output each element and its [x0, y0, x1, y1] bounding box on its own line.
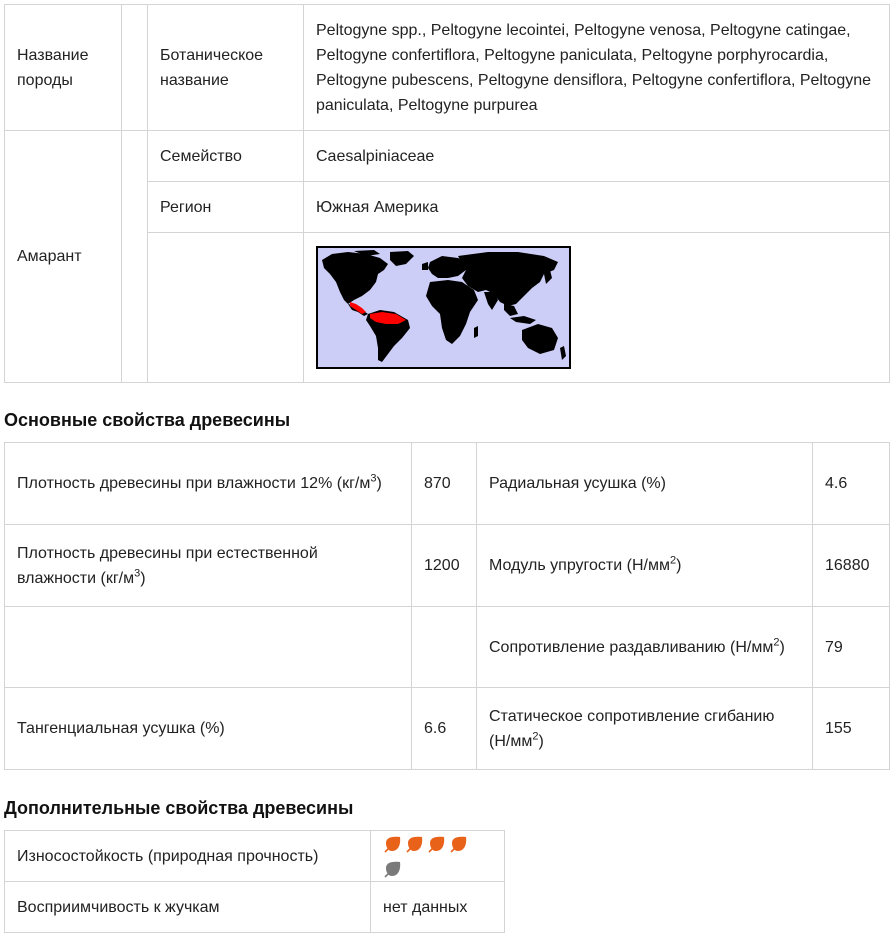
durability-rating-cell — [371, 831, 505, 882]
region-label-cell — [148, 182, 304, 233]
southeast-asia-shape — [504, 304, 518, 316]
tangential-value: 6.6 — [424, 720, 447, 737]
region-value: Южная Америка — [316, 198, 439, 216]
uk-shape — [422, 262, 428, 270]
north-america-shape — [322, 252, 388, 304]
empty-cell — [412, 607, 477, 688]
density-12-value: 870 — [424, 475, 451, 492]
unit-exponent: 2 — [669, 554, 677, 567]
elasticity-value: 16880 — [825, 557, 870, 574]
family-label: Семейство — [160, 147, 242, 165]
crush-value: 79 — [825, 638, 843, 656]
unit-exponent: 2 — [532, 730, 539, 743]
new-zealand-shape — [560, 346, 566, 360]
indonesia-shape — [510, 316, 536, 324]
close-paren: ) — [779, 638, 785, 656]
close-paren: ) — [376, 475, 382, 492]
density-natural-value: 1200 — [424, 557, 460, 574]
main-properties-table — [4, 442, 890, 770]
unit-exponent: 2 — [773, 636, 780, 649]
beetles-value-cell — [371, 882, 505, 933]
empty-cell — [5, 607, 412, 688]
greenland-shape — [390, 251, 414, 266]
bending-value-cell — [813, 688, 890, 770]
radial-value: 4.6 — [825, 475, 848, 492]
extra-properties-heading: Дополнительные свойства древесины — [4, 798, 354, 818]
elasticity-label: Модуль упругости (Н/мм — [489, 557, 670, 574]
leaf-icon-filled — [427, 834, 448, 854]
extra-properties-table — [4, 830, 505, 933]
world-map-image — [318, 248, 569, 367]
madagascar-shape — [474, 326, 478, 338]
crush-label-cell — [477, 607, 813, 688]
botanical-label: Ботаническое название — [160, 46, 264, 89]
density-12-label: Плотность древесины при влажности 12% (кг/м — [17, 475, 371, 492]
bending-label: Статическое сопротивление сгибанию (Н/мм — [489, 707, 775, 750]
region-value-cell — [304, 182, 890, 233]
durability-rating — [383, 835, 471, 877]
common-name: Амарант — [17, 248, 82, 265]
botanical-value-cell — [304, 5, 890, 131]
botanical-value: Peltogyne spp., Peltogyne lecointei, Peltogyne venosa, Peltogyne catingae, Peltogyne confertiflora, Peltogyne paniculata, Peltogyne porphyrocardia, Peltogyne pubescens, Peltogyne densiflora, Peltogyne confertiflora, Peltogyne paniculata, Peltogyne purpurea — [316, 21, 872, 114]
leaf-icon-filled — [383, 834, 404, 854]
crush-label: Сопротивление раздавливанию (Н/мм — [489, 638, 774, 656]
tangential-label: Тангенциальная усушка (%) — [17, 720, 225, 737]
leaf-icon-filled — [405, 834, 426, 854]
spacer-cell — [122, 5, 148, 131]
close-paren: ) — [538, 732, 544, 750]
close-paren: ) — [676, 557, 682, 574]
map-label-cell — [148, 233, 304, 383]
leaf-icon-empty — [383, 859, 404, 879]
bending-label-cell — [477, 688, 813, 770]
density-12-value-cell — [412, 443, 477, 525]
beetles-label-cell — [5, 882, 371, 933]
unit-exponent: 3 — [134, 567, 141, 580]
tangential-label-cell — [5, 688, 412, 770]
radial-value-cell — [813, 443, 890, 525]
common-name-cell — [5, 131, 122, 383]
radial-label-cell — [477, 443, 813, 525]
density-natural-label: Плотность древесины при естественной влажности (кг/м — [17, 544, 318, 587]
name-label-cell — [5, 5, 122, 131]
beetles-label: Восприимчивость к жучкам — [17, 898, 220, 916]
radial-label: Радиальная усушка (%) — [489, 475, 666, 492]
elasticity-label-cell — [477, 525, 813, 607]
density-natural-label-cell — [5, 525, 412, 607]
family-value-cell — [304, 131, 890, 182]
africa-shape — [426, 280, 478, 344]
bending-value: 155 — [825, 720, 852, 737]
spacer-cell — [122, 131, 148, 383]
map-cell — [304, 233, 890, 383]
botanical-label-cell — [148, 5, 304, 131]
leaf-icon-filled — [449, 834, 470, 854]
crush-value-cell — [813, 607, 890, 688]
family-value: Caesalpiniaceae — [316, 147, 435, 165]
beetles-value: нет данных — [383, 898, 468, 916]
world-range-map — [316, 246, 571, 369]
tangential-value-cell — [412, 688, 477, 770]
close-paren: ) — [140, 569, 146, 587]
durability-label-cell — [5, 831, 371, 882]
elasticity-value-cell — [813, 525, 890, 607]
main-properties-heading: Основные свойства древесины — [4, 410, 291, 430]
name-label: Название породы — [17, 46, 89, 89]
unit-exponent: 3 — [370, 472, 377, 485]
family-label-cell — [148, 131, 304, 182]
species-table — [4, 4, 890, 383]
region-label: Регион — [160, 198, 212, 216]
density-natural-value-cell — [412, 525, 477, 607]
durability-label: Износостойкость (природная прочность) — [17, 847, 319, 865]
australia-shape — [522, 324, 558, 354]
density-12-label-cell — [5, 443, 412, 525]
